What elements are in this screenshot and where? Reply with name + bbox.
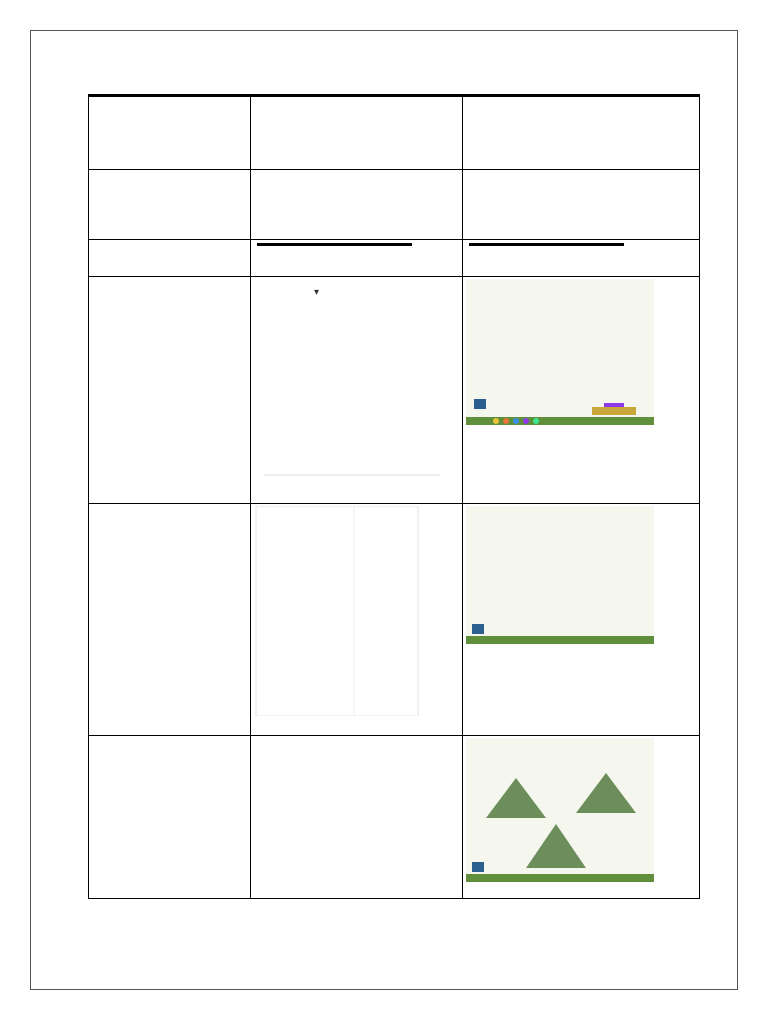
inegi-logo-3 [472,862,484,872]
sexo-1950-m-val [335,245,412,246]
row-label-sexo [89,240,251,277]
poblacion-2010 [463,97,700,170]
population-pyramid-1950 [254,279,460,501]
chart-footer-2 [466,636,654,644]
relacion-1950 [251,277,463,504]
row-label-lugar [89,170,251,240]
entidad-2010 [463,504,700,736]
sexo-2010-m-val [547,245,624,246]
estructura-2010 [463,736,700,899]
list-frame [256,506,418,716]
entidad-chart-2010 [466,506,654,644]
lugar-2010 [463,170,700,240]
entidad-1950 [251,504,463,736]
chart-footer-3 [466,874,654,882]
sexo-1950 [251,240,463,277]
relacion-2010 [463,277,700,504]
row-label-poblacion [89,97,251,170]
sexo-2010-h-val [470,245,547,246]
chart-bg [466,279,654,425]
inegi-logo-2 [472,624,484,634]
entidad-title-box [476,508,644,530]
relacion-chart-2010 [466,279,654,425]
entidad-list-1950 [254,506,460,716]
row-label-relacion [89,277,251,504]
sexo-2010 [463,240,700,277]
comparison-table [88,94,700,899]
estructura-chart-2010 [466,738,654,882]
sexo-1950-h-val [258,245,335,246]
row-label-estructura [89,736,251,899]
estructura-1950 [251,736,463,899]
row-label-entidad [89,504,251,736]
sexo-1950-table [257,243,412,246]
inegi-logo [474,399,486,409]
sexo-2010-table [469,243,624,246]
dropdown-icon: ▾ [314,287,320,298]
poblacion-1950 [251,97,463,170]
lugar-1950 [251,170,463,240]
